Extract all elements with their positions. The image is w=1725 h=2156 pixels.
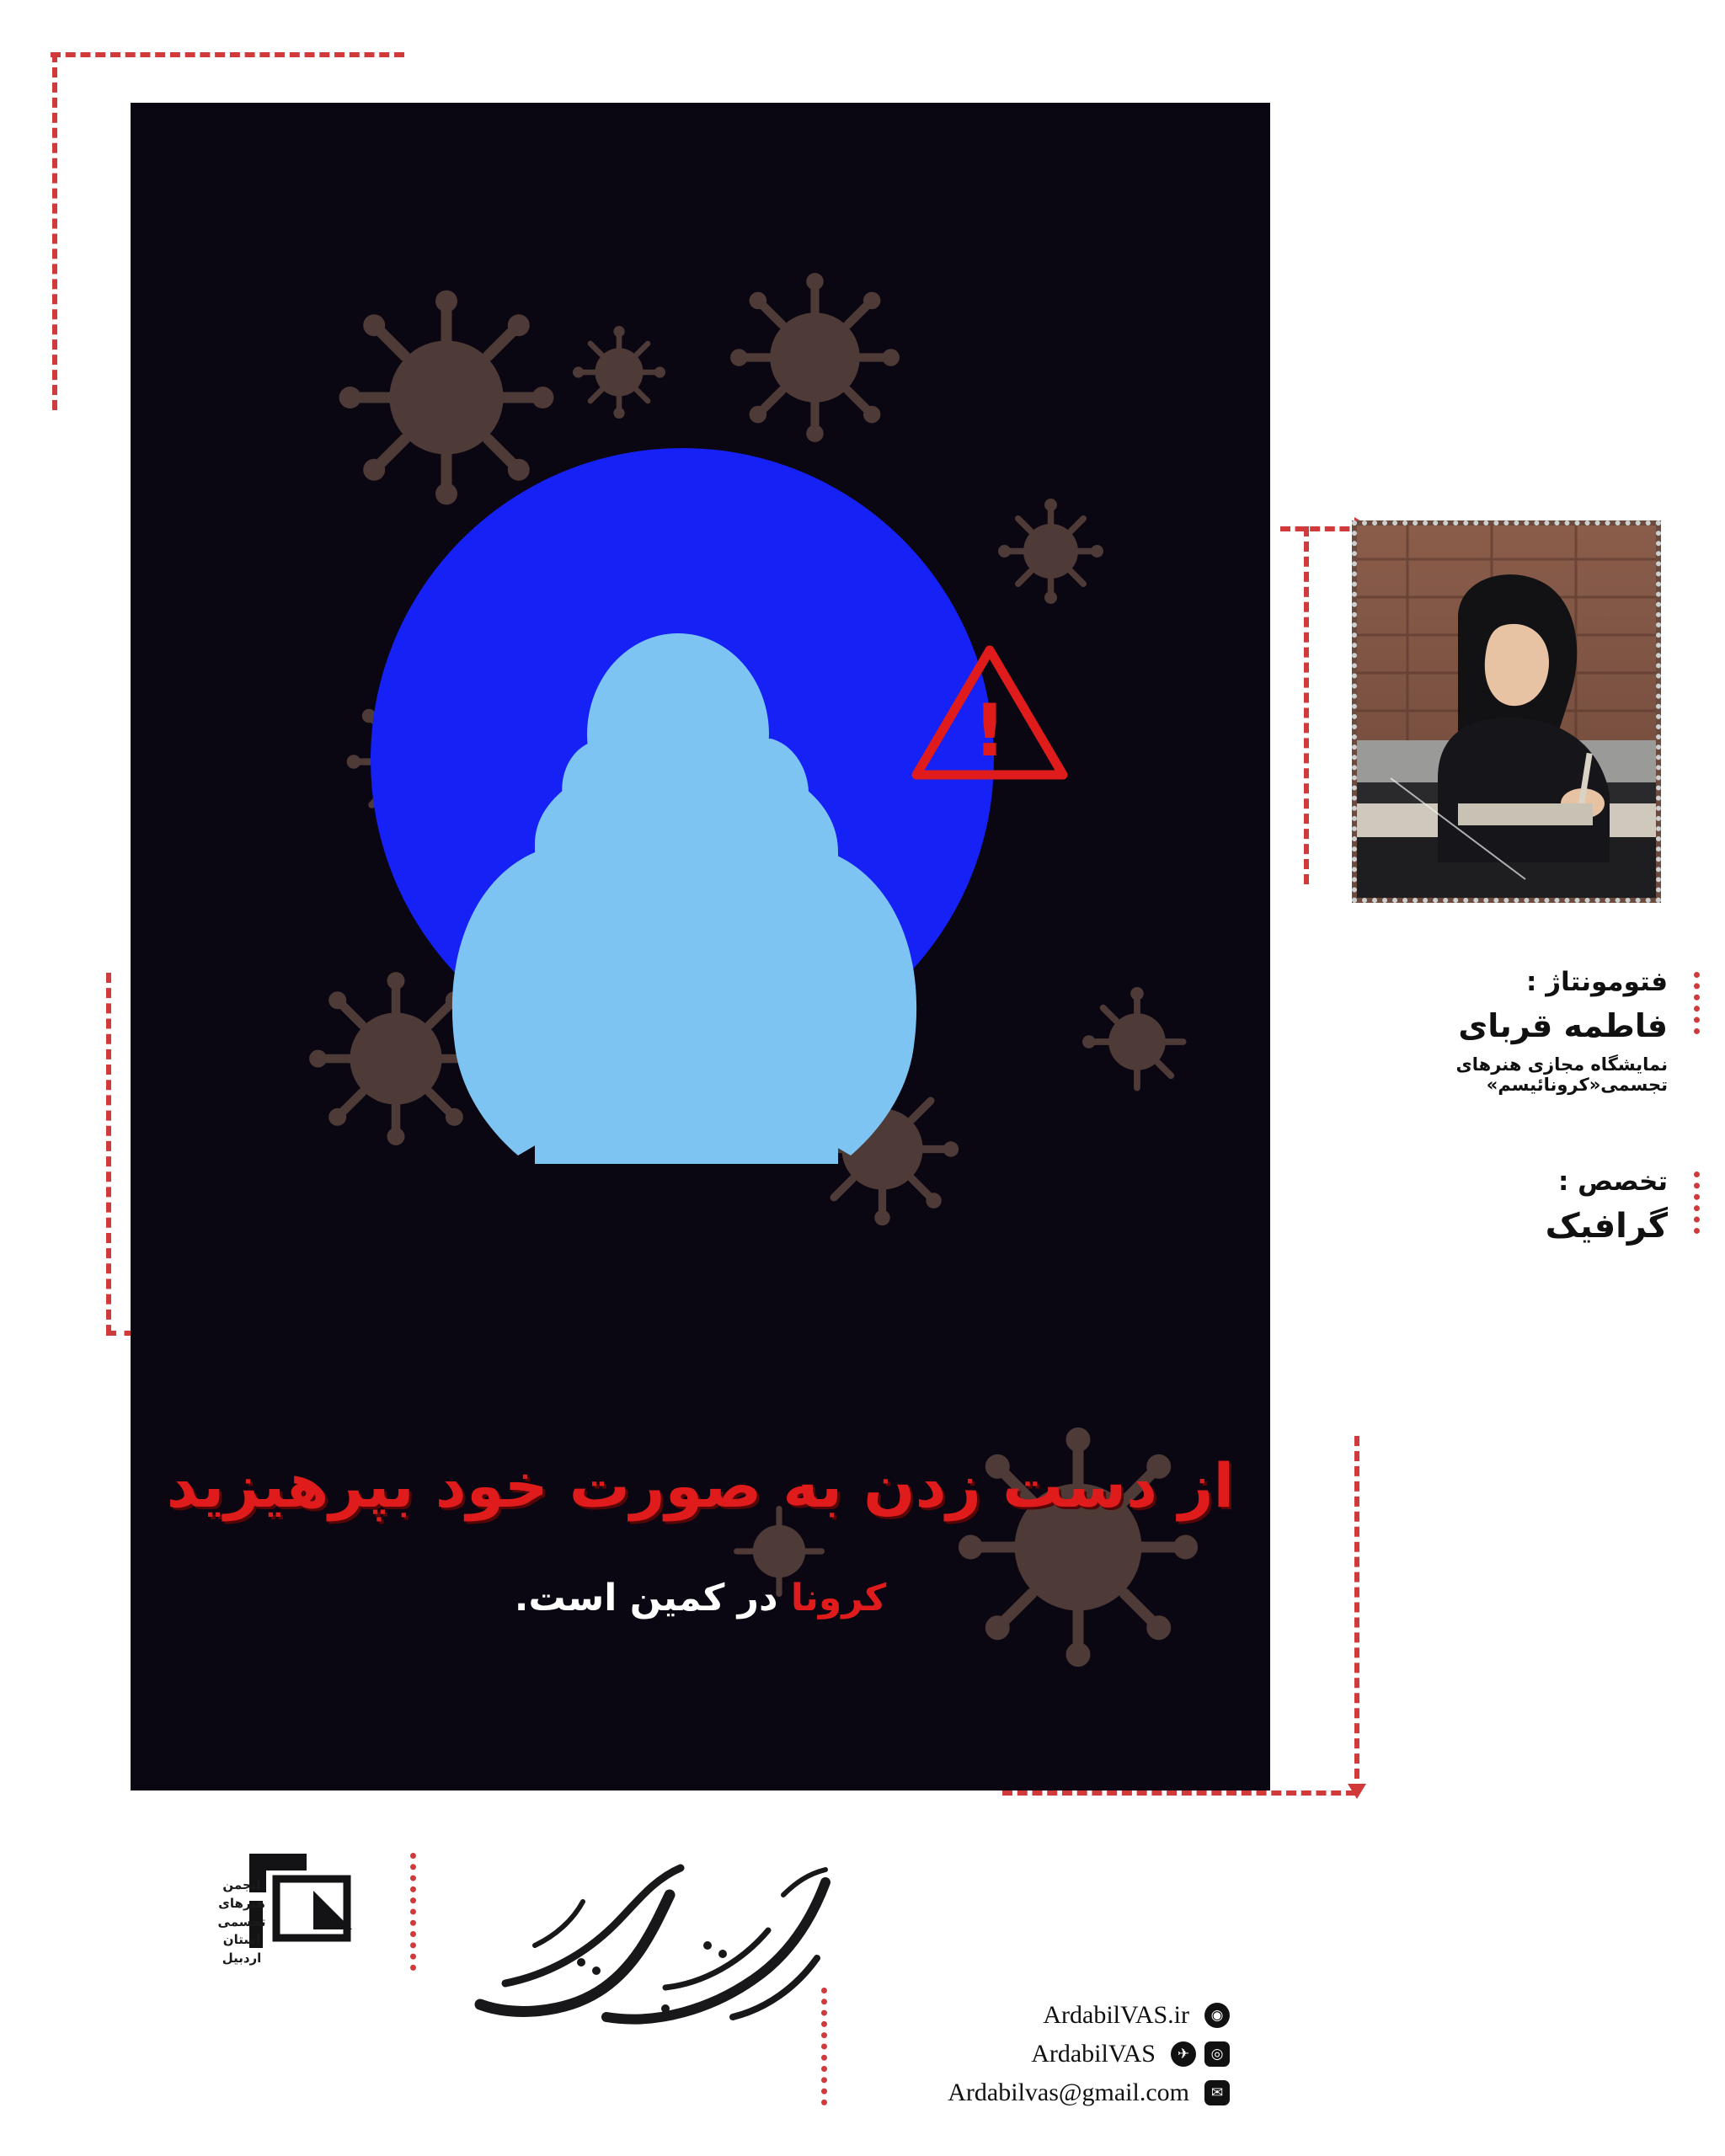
virus-particle-icon (729, 271, 901, 444)
bracket-bottom-right-horizontal (1002, 1790, 1356, 1796)
website-icons (1204, 2003, 1230, 2028)
association-logo-text: انجمن هنرهای تجسمی استان اردبیل (217, 1877, 266, 1966)
poster-subheadline-rest: در کمین است. (514, 1577, 791, 1620)
email-icons (1204, 2080, 1230, 2105)
artist-photo (1352, 520, 1661, 903)
warning-triangle-icon (910, 642, 1070, 781)
bracket-middle-right-vertical (1304, 526, 1309, 884)
arrow-down-icon (1348, 1784, 1366, 1799)
svg-text:!: ! (973, 689, 1007, 773)
telegram-icon: ✈ (1171, 2041, 1196, 2067)
specialty-dotted-marker (1689, 1171, 1700, 1234)
website-text[interactable]: ArdabilVAS.ir (1043, 2001, 1189, 2029)
virus-particle-icon (337, 288, 556, 507)
artist-role-label: فتومونتاژ : (1526, 967, 1668, 997)
bracket-bottom-right-vertical (1354, 1436, 1359, 1794)
artist-name: فاطمه قربای (1458, 1007, 1668, 1044)
credit-dotted-marker (1689, 972, 1700, 1034)
specialty-label: تخصص : (1557, 1166, 1668, 1197)
instagram-icon: ◎ (1204, 2041, 1230, 2067)
email-text[interactable]: Ardabilvas@gmail.com (948, 2079, 1189, 2106)
globe-icon: ◉ (1204, 2003, 1230, 2028)
exhibition-note: نمایشگاه مجازی هنرهای تجسمی«کرونائیسم» (1455, 1054, 1668, 1095)
contact-row[interactable] (876, 1996, 1230, 2035)
specialty-value: گرافیک (1545, 1207, 1668, 1246)
artist-photo-image (1357, 526, 1656, 898)
contact-list (876, 1996, 1230, 2112)
poster-headline: از دست زدن به صورت خود بپرهیزید (166, 1450, 1235, 1521)
footer-divider (410, 1853, 416, 1971)
person-touching-face-illustration (409, 574, 964, 1164)
social-icons (1171, 2041, 1230, 2067)
poster-subheadline-highlight: کرونا (790, 1577, 887, 1620)
poster-artwork (131, 103, 1270, 1790)
specialty-block (1314, 1166, 1668, 1256)
contact-row[interactable] (876, 2073, 1230, 2112)
social-handle-text[interactable]: ArdabilVAS (1031, 2040, 1156, 2068)
bracket-middle-left-vertical (106, 973, 111, 1335)
virus-particle-icon (1082, 987, 1192, 1097)
corner-bracket-top-left-vertical (52, 52, 57, 410)
contact-row[interactable] (876, 2035, 1230, 2073)
poster-subheadline (131, 1577, 1270, 1620)
virus-particle-icon (573, 326, 665, 419)
corner-bracket-top-left-horizontal (51, 52, 404, 57)
email-icon: ✉ (1204, 2080, 1230, 2105)
virus-particle-icon (998, 499, 1103, 604)
artist-credit-block (1314, 967, 1668, 1095)
association-calligraphy (455, 1836, 851, 2055)
